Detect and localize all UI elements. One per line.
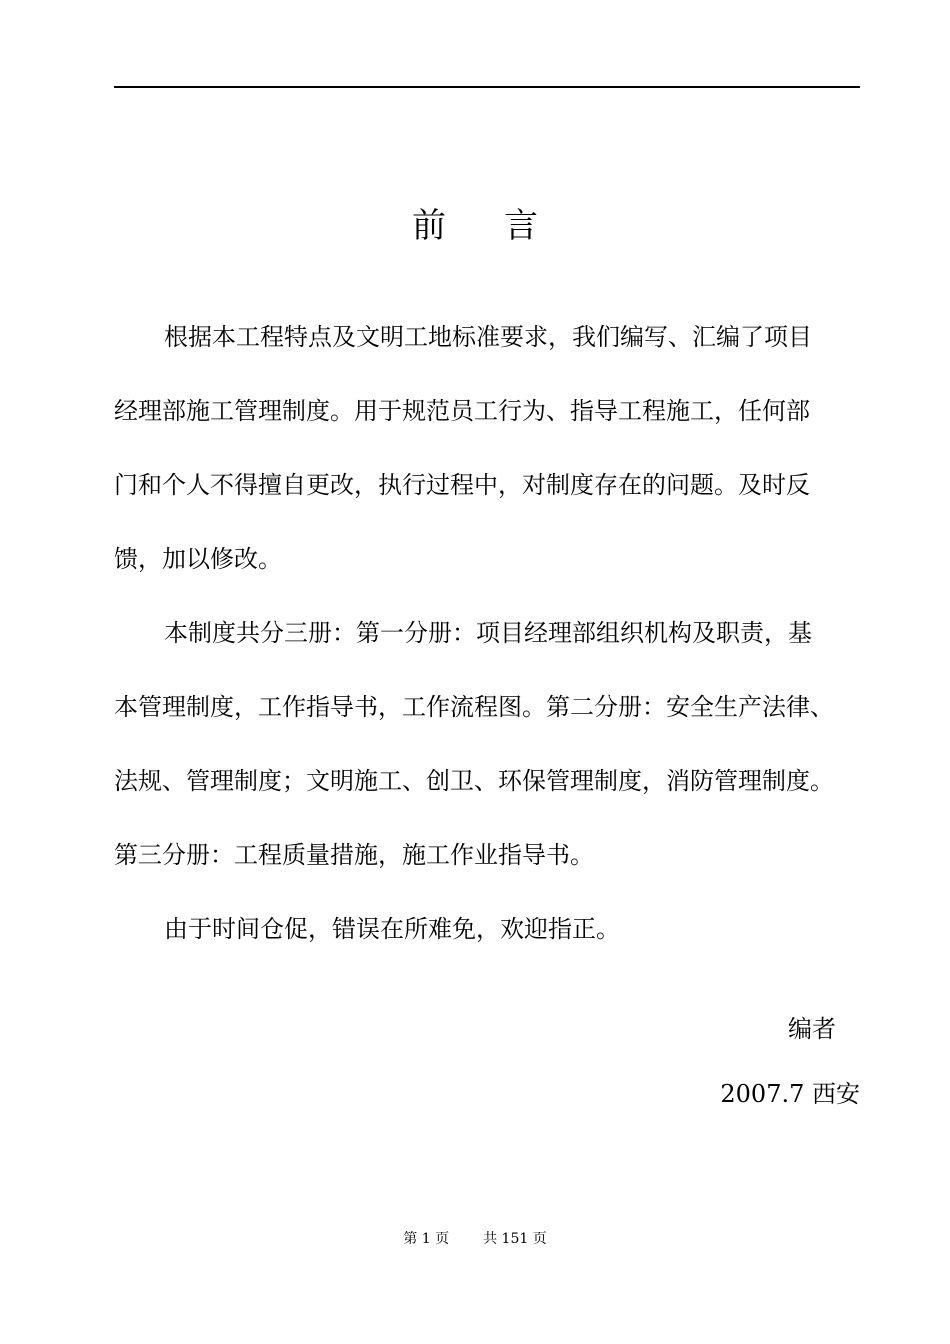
header-rule	[114, 86, 860, 88]
paragraph-line: 根据本工程特点及文明工地标准要求，我们编写、汇编了项目	[164, 323, 812, 351]
paragraph-2	[114, 596, 874, 892]
paragraph-line: 门和个人不得擅自更改，执行过程中，对制度存在的问题。及时反	[114, 471, 810, 499]
current-page-number: 第 1 页	[403, 1231, 450, 1247]
preface-body	[114, 300, 874, 966]
paragraph-1	[114, 300, 874, 596]
paragraph-line: 由于时间仓促，错误在所难免，欢迎指正。	[164, 915, 620, 943]
signature-author: 编者	[788, 1015, 836, 1043]
signature-date: 2007.7 西安	[720, 1080, 860, 1108]
paragraph-line: 经理部施工管理制度。用于规范员工行为、指导工程施工，任何部	[114, 397, 810, 425]
page-title	[0, 198, 950, 247]
title-char-2: 言	[504, 206, 538, 246]
paragraph-3	[114, 892, 874, 966]
title-char-1: 前	[412, 206, 446, 246]
paragraph-line: 法规、管理制度；文明施工、创卫、环保管理制度，消防管理制度。	[114, 767, 834, 795]
paragraph-line: 本制度共分三册：第一分册：项目经理部组织机构及职责，基	[164, 619, 812, 647]
page-footer	[0, 1228, 950, 1248]
total-page-count: 共 151 页	[483, 1231, 547, 1247]
paragraph-line: 本管理制度，工作指导书，工作流程图。第二分册：安全生产法律、	[114, 693, 834, 721]
paragraph-line: 第三分册：工程质量措施，施工作业指导书。	[114, 841, 594, 869]
paragraph-line: 馈，加以修改。	[114, 545, 282, 573]
